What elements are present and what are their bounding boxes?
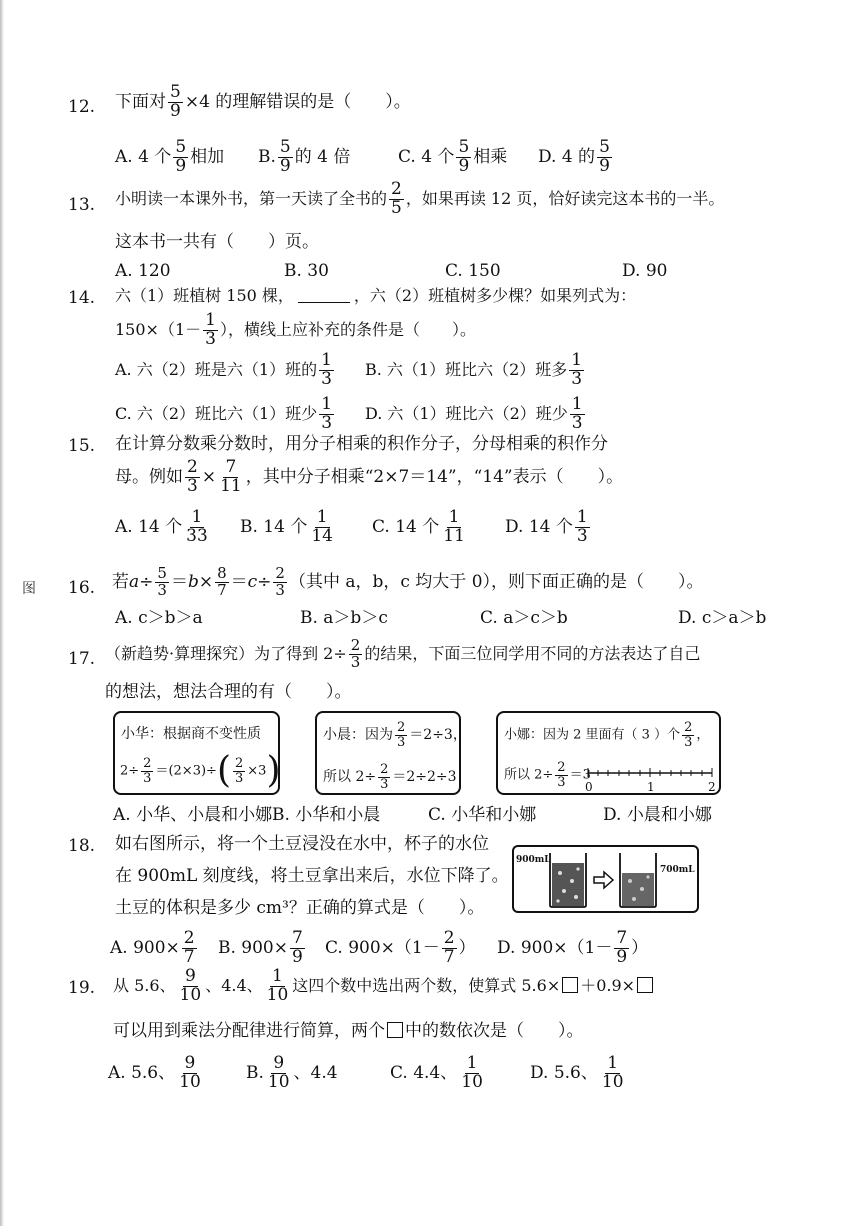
option-b[interactable]: B. 30 xyxy=(284,261,329,281)
option-d[interactable]: D. 5.6、 $\frac{1}{10}$ xyxy=(530,1053,624,1092)
student-card-xiaochen: 小晨：因为 $\frac{2}{3}$ ＝2÷3， 所以 2÷ $\frac{2}{3}$ ＝2÷2÷3 xyxy=(315,711,461,795)
question-stem: 小明读一本课外书，第一天读了全书的 $\frac{2}{5}$ ，如果再读 12 页，恰好读完这本书的一半。 xyxy=(115,179,725,218)
question-stem-line3: 土豆的体积是多少 cm³？正确的算式是（ ）。 xyxy=(115,898,485,918)
question-stem-line2: 这本书一共有（ ）页。 xyxy=(115,232,319,252)
question-number: 13. xyxy=(68,195,96,215)
question-stem: 在计算分数乘分数时，用分子相乘的积作分子，分母相乘的积作分 xyxy=(115,434,608,454)
option-d[interactable]: D. 小晨和小娜 xyxy=(603,805,712,825)
answer-box[interactable] xyxy=(562,977,578,993)
option-a[interactable]: A. 120 xyxy=(115,261,171,281)
tick-label: 1 xyxy=(647,780,655,794)
option-a[interactable]: A. 900× $\frac{2}{7}$ xyxy=(110,928,195,967)
student-card-xiaohua: 小华：根据商不变性质 2÷ $\frac{2}{3}$ ＝(2×3)÷( $\frac{2}{3}$ ×3) xyxy=(113,711,280,795)
question-stem: （新趋势·算理探究）为了得到 2÷ $\frac{2}{3}$ 的结果，下面三位同学用不同的方法表达了自己 xyxy=(105,636,701,671)
question-stem: 六（1）班植树 150 棵， ，六（2）班植树多少棵？如果列式为： xyxy=(115,286,637,305)
question-number: 19. xyxy=(68,978,96,998)
question-number: 12. xyxy=(68,97,96,117)
option-a[interactable]: A. 5.6、 $\frac{9}{10}$ xyxy=(108,1053,201,1092)
beaker-label-900: 900mL xyxy=(516,855,551,865)
option-b[interactable]: B. a＞b＞c xyxy=(300,608,388,628)
question-number: 15. xyxy=(68,436,96,456)
answer-box[interactable] xyxy=(637,977,653,993)
question-stem: 从 5.6、 $\frac{9}{10}$ 、4.4、 $\frac{1}{10}$ 这四个数中选出两个数，使算式 5.6× ＋0.9× xyxy=(113,968,655,1005)
question-stem: 如右图所示，将一个土豆浸没在水中，杯子的水位 xyxy=(115,834,489,854)
option-a[interactable]: A. 小华、小晨和小娜 xyxy=(113,805,273,825)
option-d[interactable]: D. 4 的 $\frac{5}{9}$ xyxy=(538,137,610,176)
option-a[interactable]: A. c＞b＞a xyxy=(115,608,203,628)
option-d[interactable]: D. 14 个 $\frac{1}{3}$ xyxy=(505,507,588,546)
beaker-figure xyxy=(512,845,699,913)
option-b[interactable]: B. 900× $\frac{7}{9}$ xyxy=(218,928,303,967)
question-stem-line2: 母。例如 $\frac{2}{3}$ × $\frac{7}{11}$ ，其中分子相乘“2×7＝14”，“14”表示（ ）。 xyxy=(115,457,624,496)
option-c[interactable]: C. 4.4、 $\frac{1}{10}$ xyxy=(390,1053,483,1092)
question-number: 17. xyxy=(68,649,96,669)
option-b[interactable]: B. 六（1）班比六（2）班多 $\frac{1}{3}$ xyxy=(365,350,583,389)
xiaohua-formula: 2÷ $\frac{2}{3}$ ＝(2×3)÷( $\frac{2}{3}$ ×3) xyxy=(120,750,281,791)
question-stem-line2: 的想法，想法合理的有（ ）。 xyxy=(105,682,352,702)
option-c[interactable]: C. 150 xyxy=(445,261,501,281)
student-card-xiaona: 小娜：因为 2 里面有（ 3 ）个 $\frac{2}{3}$ ， 所以 2÷ $\frac{2}{3}$ ＝3 0 1 2 xyxy=(496,711,721,795)
option-a[interactable]: A. 六（2）班是六（1）班的 $\frac{1}{3}$ xyxy=(115,350,332,389)
option-d[interactable]: D. c＞a＞b xyxy=(678,608,767,628)
option-a[interactable]: A. 14 个 $\frac{1}{33}$ xyxy=(115,507,208,546)
tick-label: 0 xyxy=(585,780,593,794)
option-b[interactable]: B. 14 个 $\frac{1}{14}$ xyxy=(240,507,333,546)
side-mark: 图 xyxy=(22,581,36,597)
question-number: 18. xyxy=(68,836,96,856)
tick-label: 2 xyxy=(708,780,716,794)
right-paren-icon: ) xyxy=(266,750,281,791)
option-d[interactable]: D. 90 xyxy=(622,261,668,281)
option-b[interactable]: B. $\frac{9}{10}$ 、4.4 xyxy=(246,1053,338,1092)
beaker-label-700: 700mL xyxy=(660,865,695,875)
option-d[interactable]: D. 900×（1－ $\frac{7}{9}$ ） xyxy=(497,928,649,967)
option-c[interactable]: C. a＞c＞b xyxy=(480,608,568,628)
question-number: 14. xyxy=(68,288,96,308)
question-stem-line2: 可以用到乘法分配律进行简算，两个 中的数依次是（ ）。 xyxy=(113,1021,584,1041)
question-formula: 150×（1－ $\frac{1}{3}$ ），横线上应补充的条件是（ ）。 xyxy=(115,310,476,349)
box-icon xyxy=(387,1022,403,1038)
option-c[interactable]: C. 900×（1－ $\frac{2}{7}$ ） xyxy=(325,928,476,967)
option-b[interactable]: B. 小华和小晨 xyxy=(272,805,381,825)
option-b[interactable]: B. $\frac{5}{9}$ 的 4 倍 xyxy=(258,137,351,176)
number-line xyxy=(586,765,716,779)
fraction: $\frac{5}{9}$ xyxy=(170,82,181,121)
option-c[interactable]: C. 4 个 $\frac{5}{9}$ 相乘 xyxy=(398,137,508,176)
question-stem: 下面对 $\frac{5}{9}$ ×4 的理解错误的是（ ）。 xyxy=(115,82,411,121)
option-c[interactable]: C. 14 个 $\frac{1}{11}$ xyxy=(372,507,465,546)
question-stem: 若a÷ $\frac{5}{3}$ ＝b× $\frac{8}{7}$ ＝c÷ $\frac{2}{3}$ （其中 a，b，c 均大于 0），则下面正确的是（ ）。 xyxy=(112,564,704,599)
option-c[interactable]: C. 六（2）班比六（1）班少 $\frac{1}{3}$ xyxy=(115,394,333,433)
answer-blank[interactable] xyxy=(298,302,350,303)
option-c[interactable]: C. 小华和小娜 xyxy=(428,805,537,825)
option-d[interactable]: D. 六（1）班比六（2）班少 $\frac{1}{3}$ xyxy=(365,394,583,433)
left-paren-icon: ( xyxy=(216,750,231,791)
option-a[interactable]: A. 4 个 $\frac{5}{9}$ 相加 xyxy=(115,137,225,176)
question-number: 16. xyxy=(68,578,96,598)
page-edge-shadow xyxy=(0,0,4,1226)
question-stem-line2: 在 900mL 刻度线，将土豆拿出来后，水位下降了。 xyxy=(115,866,509,886)
